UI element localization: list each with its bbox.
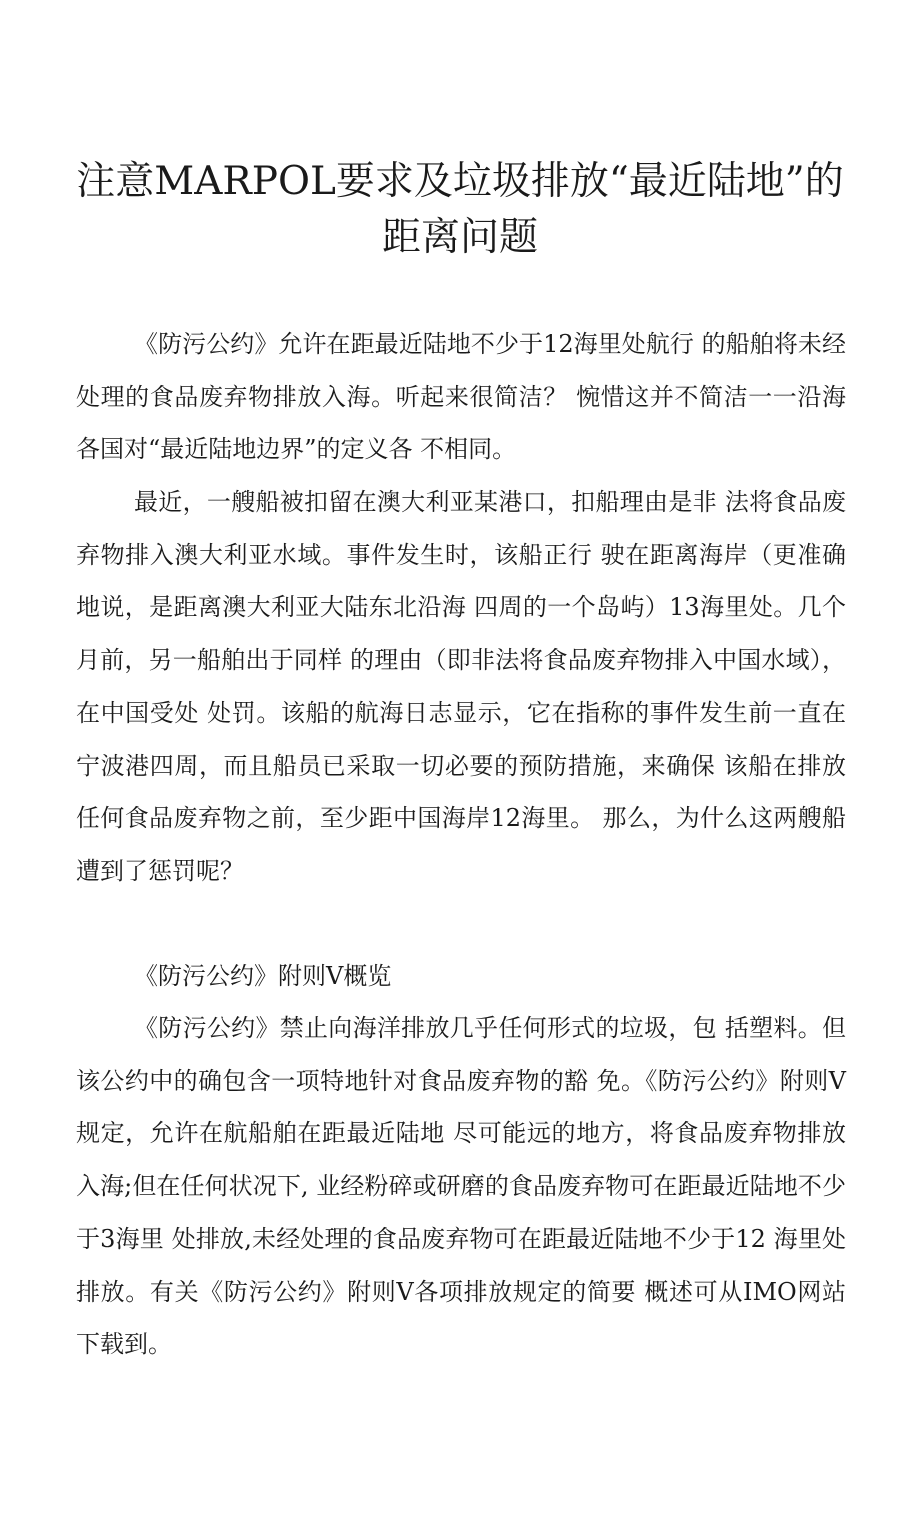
paragraph-text: 《防污公约》允许在距最近陆地不少于12海里处航行 的船舶将未经处理的食品废弃物排放入海。听起来很简洁？ 惋惜这并不简洁一一沿海各国对“最近陆地边界”的定义各 不相同。 bbox=[76, 330, 846, 464]
paragraph-2 bbox=[76, 476, 846, 898]
paragraph-text: 《防污公约》禁止向海洋排放几乎任何形式的垃圾，包 括塑料。但该公约中的确包含一项特地针对食品废弃物的豁 免。《防污公约》附则V规定，允许在航船舶在距最近陆地 尽可能远的地方，将食品废弃物排放入海;但在任何状况下, 业经粉碎或研磨的食品废弃物可在距最近陆地不少于3海里 处排放,未经处理的食品废弃物可在距最近陆地不少于12 海里处排放。有关《防污公约》附则V各项排放规定的简要 概述可从IMO网站下载到。 bbox=[76, 1014, 846, 1359]
paragraph-4 bbox=[76, 1002, 846, 1371]
document-title: 注意MARPOL要求及垃圾排放“最近陆地”的距离问题 bbox=[76, 159, 844, 261]
paragraph-1 bbox=[76, 318, 846, 476]
paragraph-text: 最近，一艘船被扣留在澳大利亚某港口，扣船理由是非 法将食品废弃物排入澳大利亚水域。事件发生时，该船正行 驶在距离海岸（更准确地说，是距离澳大利亚大陆东北沿海 四周的一个岛屿）13海里处。几个月前，另一船舶出于同样 的理由（即非法将食品废弃物排入中国水域），在中国受处 处罚。该船的航海日志显示，它在指称的事件发生前一直在 宁波港四周，而且船员已采取一切必要的预防措施，来确保 该船在排放任何食品废弃物之前，至少距中国海岸12海里。 那么，为什么这两艘船遭到了惩罚呢？ bbox=[76, 488, 846, 885]
section-heading-text: 《防污公约》附则V概览 bbox=[134, 962, 392, 990]
section-heading bbox=[76, 950, 846, 1003]
